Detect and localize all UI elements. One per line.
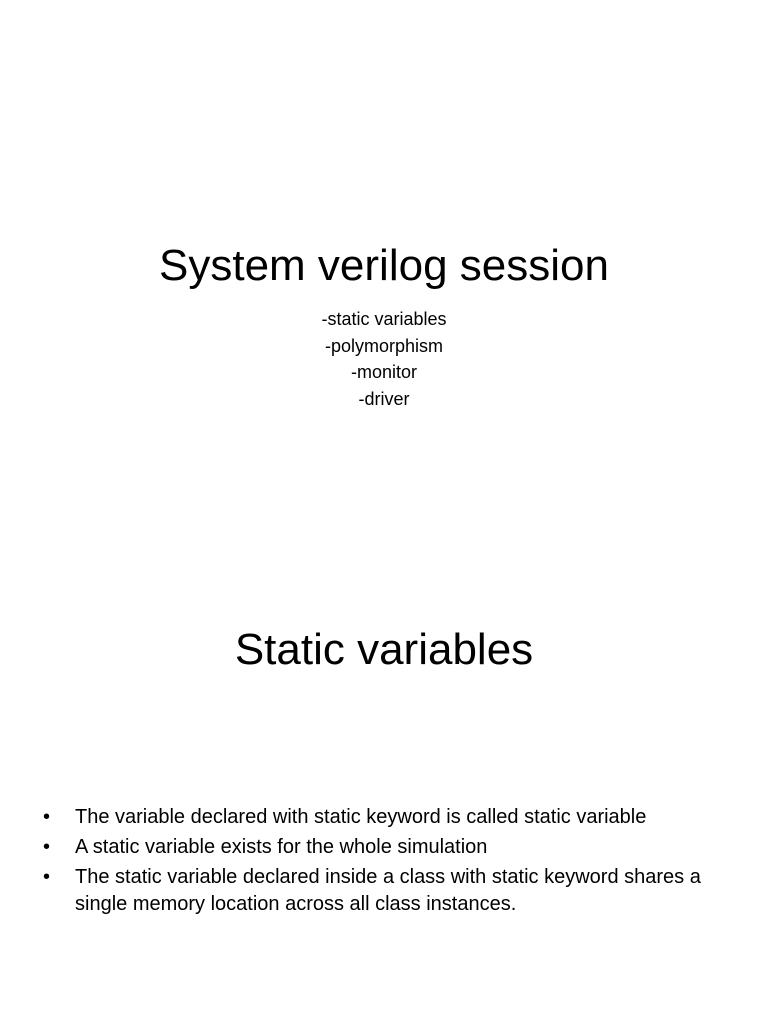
section-title: Static variables (234, 625, 534, 674)
bullet-text: The static variable declared inside a class with static keyword shares a single memory location across all class instances. (75, 866, 701, 915)
bullet-point-icon: • (43, 866, 51, 888)
bullet-list (38, 804, 738, 921)
topic-item: -monitor (350, 362, 417, 383)
bullet-point-icon: • (43, 806, 51, 828)
bullet-point-icon: • (43, 836, 51, 858)
bullet-text: The variable declared with static keyword is called static variable (75, 806, 647, 828)
bullet-item (38, 804, 738, 831)
session-title: System verilog session (159, 241, 609, 290)
topic-list (0, 306, 768, 413)
topic-item: -polymorphism (324, 335, 444, 356)
bullet-text: A static variable exists for the whole simulation (75, 836, 488, 858)
bullet-item (38, 864, 738, 917)
bullet-item (38, 834, 738, 861)
topic-item: -driver (358, 389, 410, 410)
topic-item: -static variables (321, 309, 447, 329)
